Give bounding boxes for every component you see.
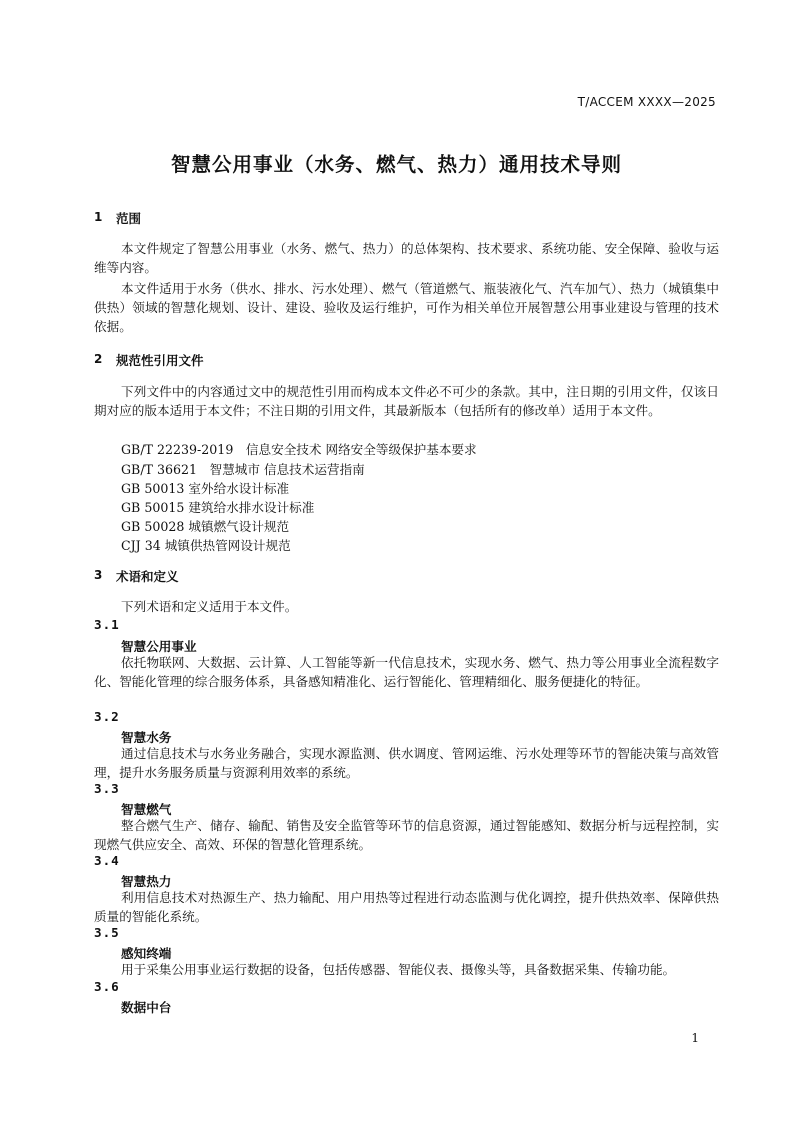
page-number: 1: [691, 1031, 699, 1045]
section-title-terms: 术语和定义: [116, 569, 179, 584]
section-number: 1: [94, 210, 103, 224]
document-code: T/ACCEM XXXX—2025: [577, 95, 716, 109]
term-definition: 利用信息技术对热源生产、热力输配、用户用热等过程进行动态监测与优化调控，提升供热效率、保障供热质量的智能化系统。: [94, 890, 719, 924]
term-name: 智慧热力: [121, 874, 172, 889]
normative-intro: 下列文件中的内容通过文中的规范性引用而构成本文件必不可少的条款。其中，注日期的引用文件，仅该日期对应的版本适用于本文件；不注日期的引用文件，其最新版本（包括所有的修改单）适用于本文件。: [94, 384, 719, 418]
reference-item: GB 50015 建筑给水排水设计标准: [121, 500, 315, 515]
terms-intro: 下列术语和定义适用于本文件。: [121, 599, 298, 614]
term-name: 智慧燃气: [121, 802, 172, 817]
reference-item: GB 50028 城镇燃气设计规范: [121, 519, 290, 534]
section-title-scope: 范围: [116, 211, 142, 226]
scope-paragraph-1: 本文件规定了智慧公用事业（水务、燃气、热力）的总体架构、技术要求、系统功能、安全保障、验收与运维等内容。: [94, 241, 719, 275]
term-name: 智慧水务: [121, 730, 172, 745]
document-title: 智慧公用事业（水务、燃气、热力）通用技术导则: [170, 153, 622, 176]
term-number: 3.6: [94, 979, 120, 994]
term-definition: 依托物联网、大数据、云计算、人工智能等新一代信息技术，实现水务、燃气、热力等公用事业全流程数字化、智能化管理的综合服务体系，具备感知精准化、运行智能化、管理精细化、服务便捷化的特征。: [94, 655, 719, 689]
section-number: 2: [94, 352, 103, 366]
term-number: 3.5: [94, 925, 120, 940]
term-number: 3.3: [94, 781, 120, 796]
reference-item: GB/T 22239-2019 信息安全技术 网络安全等级保护基本要求: [121, 442, 477, 457]
section-number: 3: [94, 568, 103, 582]
term-definition: 通过信息技术与水务业务融合，实现水源监测、供水调度、管网运维、污水处理等环节的智能决策与高效管理，提升水务服务质量与资源利用效率的系统。: [94, 746, 719, 780]
section-title-normative-references: 规范性引用文件: [116, 353, 204, 368]
reference-item: CJJ 34 城镇供热管网设计规范: [121, 538, 291, 553]
term-name: 智慧公用事业: [121, 639, 197, 654]
scope-paragraph-2: 本文件适用于水务（供水、排水、污水处理）、燃气（管道燃气、瓶装液化气、汽车加气）、热力（城镇集中供热）领域的智慧化规划、设计、建设、验收及运行维护，可作为相关单位开展智慧公用事业建设与管理的技术依据。: [94, 281, 719, 334]
term-number: 3.1: [94, 617, 120, 632]
term-definition: 整合燃气生产、储存、输配、销售及安全监管等环节的信息资源，通过智能感知、数据分析与远程控制，实现燃气供应安全、高效、环保的智慧化管理系统。: [94, 818, 719, 852]
term-definition: 用于采集公用事业运行数据的设备，包括传感器、智能仪表、摄像头等，具备数据采集、传输功能。: [121, 962, 676, 977]
term-number: 3.2: [94, 709, 120, 724]
reference-item: GB/T 36621 智慧城市 信息技术运营指南: [121, 462, 365, 477]
term-name: 数据中台: [121, 1000, 172, 1015]
term-number: 3.4: [94, 853, 120, 868]
reference-item: GB 50013 室外给水设计标准: [121, 481, 290, 496]
term-name: 感知终端: [121, 946, 172, 961]
